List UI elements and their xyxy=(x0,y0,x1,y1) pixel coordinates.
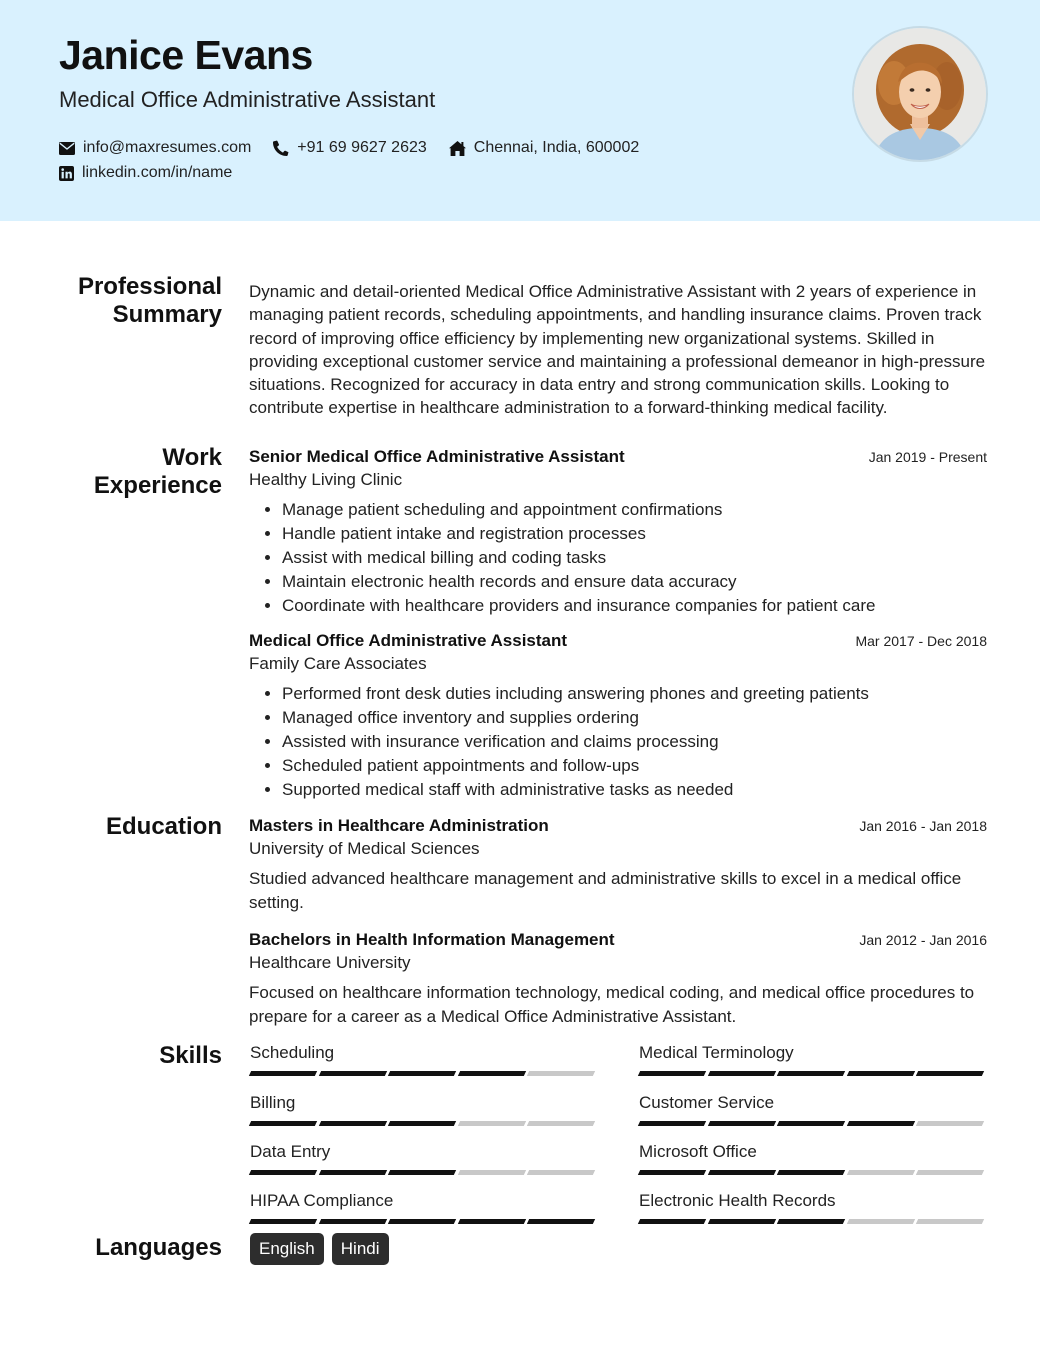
section-title-skills: Skills xyxy=(159,1042,222,1069)
phone-text: +91 69 9627 2623 xyxy=(297,139,427,156)
language-tag: Hindi xyxy=(332,1233,389,1265)
skill-segment-filled xyxy=(249,1219,317,1224)
skill-name: HIPAA Compliance xyxy=(250,1191,394,1210)
candidate-name: Janice Evans xyxy=(59,32,313,78)
company-name: Family Care Associates xyxy=(249,654,427,673)
job-bullet: • Performed front desk duties including answering phones and greeting patients xyxy=(282,682,987,706)
linkedin-icon xyxy=(59,166,74,181)
candidate-title: Medical Office Administrative Assistant xyxy=(59,87,436,112)
skill-segment-empty xyxy=(527,1071,595,1076)
skill-item xyxy=(639,1043,987,1076)
skill-segment-empty xyxy=(458,1170,526,1175)
job-bullet: • Manage patient scheduling and appointment confirmations xyxy=(282,498,987,522)
company-name: Healthy Living Clinic xyxy=(249,470,403,489)
skill-segment-filled xyxy=(638,1121,706,1126)
skill-segment-filled xyxy=(388,1219,456,1224)
language-tag: English xyxy=(250,1233,324,1265)
skill-rating xyxy=(250,1170,598,1175)
location-text: Chennai, India, 600002 xyxy=(473,139,640,156)
skill-segment-empty xyxy=(916,1219,984,1224)
skill-item xyxy=(639,1142,987,1175)
skill-segment-filled xyxy=(707,1170,775,1175)
job-title: Medical Office Administrative Assistant xyxy=(249,631,568,650)
education-entry xyxy=(249,930,987,1028)
education-description: Studied advanced healthcare management and administrative skills to excel in a medical office setting. xyxy=(249,869,962,912)
skill-segment-filled xyxy=(638,1170,706,1175)
skill-segment-empty xyxy=(847,1170,915,1175)
skill-segment-filled xyxy=(318,1071,386,1076)
job-bullet: • Managed office inventory and supplies ordering xyxy=(282,706,987,730)
skill-segment-filled xyxy=(318,1219,386,1224)
job-bullet: • Maintain electronic health records and ensure data accuracy xyxy=(282,570,987,594)
skill-item xyxy=(639,1191,987,1224)
degree-title: Bachelors in Health Information Management xyxy=(249,930,615,949)
skill-segment-empty xyxy=(527,1170,595,1175)
skill-item xyxy=(250,1093,598,1126)
education-date: Jan 2016 - Jan 2018 xyxy=(859,818,987,834)
education-entry xyxy=(249,816,987,914)
skill-name: Data Entry xyxy=(250,1142,331,1161)
job-date: Jan 2019 - Present xyxy=(868,449,987,465)
contact-phone[interactable] xyxy=(273,139,426,157)
resume-header xyxy=(0,0,1040,221)
skill-segment-filled xyxy=(847,1071,915,1076)
degree-title: Masters in Healthcare Administration xyxy=(249,816,549,835)
contact-linkedin[interactable] xyxy=(59,164,232,182)
job-title: Senior Medical Office Administrative Assistant xyxy=(249,447,625,466)
school-name: University of Medical Sciences xyxy=(249,839,480,858)
contact-email[interactable] xyxy=(59,139,251,157)
summary-text: Dynamic and detail-oriented Medical Office Administrative Assistant with 2 years of experience in managing patient records, scheduling appointments, and handling insurance claims. Proven track record of improving office efficiency by implementing new organizational systems. Skilled in providing exceptional customer service and maintaining a professional demeanor in high-pressure situations. Recognized for accuracy in data entry and strong communication skills. Looking to contribute expertise in healthcare administration to a forward-thinking medical facility. xyxy=(249,282,986,418)
language-list xyxy=(250,1233,397,1265)
section-title-summary-line2: Summary xyxy=(112,301,222,328)
skill-rating xyxy=(639,1121,987,1126)
skill-segment-filled xyxy=(318,1170,386,1175)
skill-segment-filled xyxy=(777,1071,845,1076)
skill-segment-empty xyxy=(916,1170,984,1175)
skill-segment-filled xyxy=(707,1219,775,1224)
skill-segment-filled xyxy=(458,1219,526,1224)
section-title-summary xyxy=(78,273,222,329)
skill-segment-filled xyxy=(638,1071,706,1076)
skill-name: Microsoft Office xyxy=(639,1142,757,1161)
work-entry xyxy=(249,631,987,802)
skill-rating xyxy=(250,1121,598,1126)
skill-segment-filled xyxy=(458,1071,526,1076)
skill-segment-empty xyxy=(916,1121,984,1126)
skill-segment-filled xyxy=(707,1121,775,1126)
skill-segment-filled xyxy=(249,1071,317,1076)
skill-name: Scheduling xyxy=(250,1043,335,1062)
skill-rating xyxy=(250,1071,598,1076)
job-bullet: • Assisted with insurance verification and claims processing xyxy=(282,730,987,754)
skill-name: Electronic Health Records xyxy=(639,1191,836,1210)
section-title-education: Education xyxy=(105,813,222,840)
job-bullet: • Supported medical staff with administrative tasks as needed xyxy=(282,778,987,802)
work-entry xyxy=(249,447,987,618)
skill-rating xyxy=(639,1170,987,1175)
skill-segment-filled xyxy=(318,1121,386,1126)
contact-location xyxy=(449,139,639,157)
skill-segment-filled xyxy=(249,1121,317,1126)
skill-segment-empty xyxy=(458,1121,526,1126)
job-date: Mar 2017 - Dec 2018 xyxy=(855,633,987,649)
skill-segment-filled xyxy=(777,1219,845,1224)
skill-segment-filled xyxy=(249,1170,317,1175)
skill-segment-filled xyxy=(847,1121,915,1126)
job-bullet: • Assist with medical billing and coding tasks xyxy=(282,546,987,570)
linkedin-text: linkedin.com/in/name xyxy=(82,164,233,181)
school-name: Healthcare University xyxy=(249,953,411,972)
profile-photo xyxy=(852,26,988,162)
skill-segment-filled xyxy=(777,1170,845,1175)
skill-item xyxy=(639,1093,987,1126)
skill-rating xyxy=(639,1071,987,1076)
job-bullet: • Scheduled patient appointments and follow-ups xyxy=(282,754,987,778)
contact-row-1 xyxy=(59,139,661,157)
skill-rating xyxy=(639,1219,987,1224)
skill-name: Customer Service xyxy=(639,1093,775,1112)
skill-segment-filled xyxy=(388,1170,456,1175)
skill-segment-filled xyxy=(707,1071,775,1076)
education-date: Jan 2012 - Jan 2016 xyxy=(859,932,987,948)
job-bullets xyxy=(249,682,987,802)
skill-name: Medical Terminology xyxy=(639,1043,794,1062)
skill-segment-filled xyxy=(388,1071,456,1076)
phone-icon xyxy=(273,140,289,156)
job-bullet: • Handle patient intake and registration processes xyxy=(282,522,987,546)
skill-segment-filled xyxy=(916,1071,984,1076)
envelope-icon xyxy=(59,142,75,155)
email-text: info@maxresumes.com xyxy=(83,139,252,156)
skill-item xyxy=(250,1142,598,1175)
section-title-work-line2: Experience xyxy=(93,472,222,499)
skill-segment-filled xyxy=(638,1219,706,1224)
job-bullets xyxy=(249,498,987,618)
section-title-summary-line1: Professional xyxy=(77,273,222,300)
skill-segment-empty xyxy=(847,1219,915,1224)
job-bullet: • Coordinate with healthcare providers and insurance companies for patient care xyxy=(282,594,987,618)
home-icon xyxy=(449,141,466,156)
skill-item xyxy=(250,1191,598,1224)
skill-segment-filled xyxy=(777,1121,845,1126)
skill-rating xyxy=(250,1219,598,1224)
skill-item xyxy=(250,1043,598,1076)
section-title-work xyxy=(94,444,222,500)
contact-row-2 xyxy=(59,164,254,182)
section-title-work-line1: Work xyxy=(162,444,222,471)
skill-name: Billing xyxy=(250,1093,296,1112)
section-title-languages: Languages xyxy=(95,1234,222,1261)
skill-segment-empty xyxy=(527,1121,595,1126)
skill-segment-filled xyxy=(527,1219,595,1224)
education-description: Focused on healthcare information technology, medical coding, and medical office procedures to prepare for a career as a Medical Office Administrative Assistant. xyxy=(249,983,975,1026)
skill-segment-filled xyxy=(388,1121,456,1126)
